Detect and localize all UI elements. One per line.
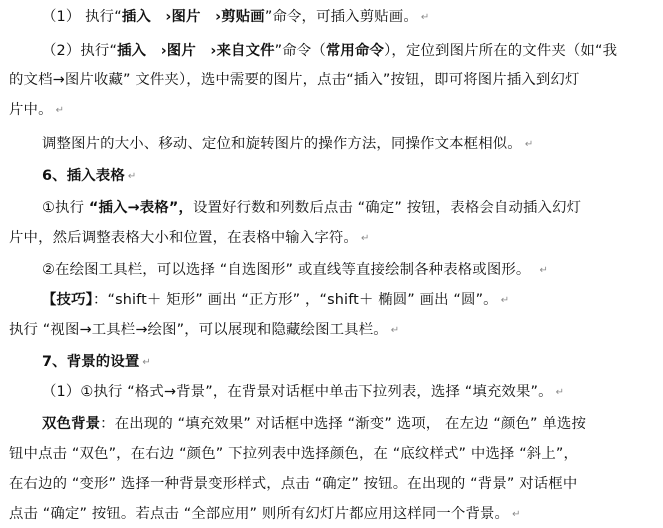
text-line-4 [9, 98, 663, 122]
text-run: 调整图片的大小、移动、定位和旋转图片的操作方法，同操作文本框相似。 [42, 136, 522, 152]
paragraph-mark-icon: ↵ [420, 12, 430, 23]
bold-run: 常用命令 [325, 43, 385, 59]
paragraph-mark-icon: ↵ [539, 265, 549, 276]
text-line-2 [42, 39, 663, 63]
text-run: 片中。 [9, 102, 53, 118]
paragraph-mark-icon: ↵ [500, 295, 510, 306]
text-line-9 [42, 258, 663, 282]
section-heading-7 [42, 350, 663, 374]
bold-run: 双色背景 [42, 416, 101, 432]
text-run: ：在出现的 “填充效果” 对话框中选择 “渐变” 选项， 在左边 “颜色” 单选按 [100, 416, 587, 432]
text-run: （1）①执行 “格式→背景”，在背景对话框中单击下拉列表，选择 “填充效果”。 [42, 384, 553, 400]
text-run: ①执行 [42, 200, 89, 216]
text-run: ），定位到图片所在的文件夹（如“我 [384, 43, 618, 59]
text-line-1 [42, 5, 663, 29]
text-line-16 [9, 472, 663, 496]
text-run: 执行 “视图→工具栏→绘图”，可以展现和隐藏绘图工具栏。 [9, 322, 388, 338]
bold-run: 插入 ›图片 ›来自文件 [117, 43, 275, 59]
text-line-3 [9, 68, 663, 92]
text-line-17 [9, 502, 663, 526]
text-line-5 [42, 132, 663, 156]
text-line-14 [42, 412, 663, 436]
text-line-8 [9, 226, 663, 250]
paragraph-mark-icon: ↵ [127, 171, 137, 182]
heading-text: 7、背景的设置 [42, 354, 140, 370]
paragraph-mark-icon: ↵ [524, 139, 534, 150]
text-run: （2）执行“ [42, 43, 118, 59]
paragraph-mark-icon: ↵ [360, 233, 370, 244]
tip-label: 【技巧】 [42, 292, 93, 308]
text-run: ”命令，可插入剪贴画。 [264, 9, 418, 25]
text-run: 钮中点击 “双色”，在右边 “颜色” 下拉列表中选择颜色，在 “底纹样式” 中选择 “斜上”， [9, 446, 579, 462]
text-run: 的文档→图片收藏” 文件夹），选中需要的图片，点击“插入”按钮，即可将图片插入到幻灯 [9, 72, 580, 88]
paragraph-mark-icon: ↵ [142, 357, 151, 368]
text-line-11 [9, 318, 663, 342]
paragraph-mark-icon: ↵ [55, 105, 65, 116]
paragraph-mark-icon: ↵ [512, 509, 521, 520]
text-run: （1） 执行“ [42, 9, 122, 25]
text-run: 在右边的 “变形” 选择一种背景变形样式，点击 “确定” 按钮。在出现的 “背景” 对话框中 [9, 476, 578, 492]
text-run: ②在绘图工具栏，可以选择 “自选图形” 或直线等直接绘制各种表格或图形。 [42, 262, 531, 278]
text-line-7 [42, 196, 663, 220]
text-run: 片中，然后调整表格大小和位置，在表格中输入字符。 [9, 230, 358, 246]
section-heading-6 [42, 164, 663, 188]
paragraph-mark-icon: ↵ [390, 325, 400, 336]
bold-run: 插入 ›图片 ›剪贴画 [121, 9, 265, 25]
text-line-13 [42, 380, 663, 404]
bold-run: “插入→表格”， [88, 200, 193, 216]
text-run: ：“shift＋ 矩形” 画出 “正方形” ，“shift＋ 椭圆” 画出 “圆”。 [92, 292, 498, 308]
text-run: ”命令（ [274, 43, 326, 59]
text-run: 设置好行数和列数后点击 “确定” 按钮，表格会自动插入幻灯 [193, 200, 582, 216]
text-run: 点击 “确定” 按钮。若点击 “全部应用” 则所有幻灯片都应用这样同一个背景。 [9, 506, 510, 522]
tip-line [42, 288, 663, 312]
text-line-15 [9, 442, 663, 466]
paragraph-mark-icon: ↵ [555, 387, 565, 398]
heading-text: 6、插入表格 [42, 168, 125, 184]
